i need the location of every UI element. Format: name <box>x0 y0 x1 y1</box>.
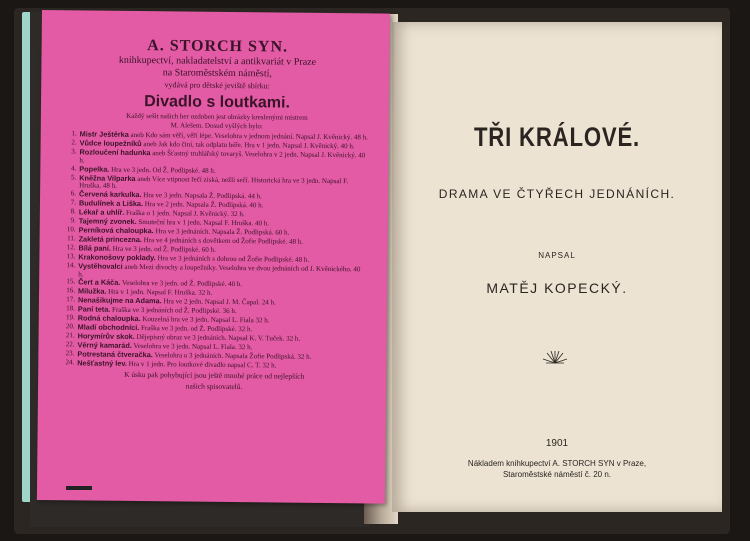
imprint <box>392 458 722 480</box>
item-number: 6. <box>70 189 77 198</box>
item-number: 10. <box>66 225 76 234</box>
item-details: aneb Mezi divochy a loupežníky. Veselohra ve dvou jednáních od J. Kvěnického. 40 h. <box>78 262 361 278</box>
item-details: Fraška ve 3 jedn. od Ž. Podlipské. 32 h. <box>141 323 253 334</box>
item-number: 21. <box>65 331 75 340</box>
intro-line: M. Alešem. Dosud vyšlých bylo: <box>170 120 263 130</box>
item-title: Popelka. <box>79 164 110 174</box>
book-title: TŘI KRÁLOVÉ. <box>473 122 641 152</box>
publisher-line: knihkupectví, nakladatelství a antikvariát v Praze <box>118 54 317 68</box>
item-title: Nenašikujme na Adama. <box>77 295 162 306</box>
item-title: Vůdce loupežníků <box>79 138 142 148</box>
imprint-line: Staroměstské náměstí č. 20 n. <box>502 470 612 479</box>
item-details: aneb Více vtipnost řečí získá, nežli sečí. Historická hra ve 3 jedn. Napsal F. Hruška. 48 h. <box>79 174 349 191</box>
item-details: aneb Jak kdo činí, tak odplatu béře. Hra v 1 jedn. Napsal J. Kvěnický. 40 h. <box>143 139 355 151</box>
item-title: Kněžna Vilparka <box>79 172 136 183</box>
publisher-line: vydává pro dětské jeviště sbírku: <box>164 80 270 91</box>
item-title: Rozloučení hadunka <box>79 147 151 157</box>
item-number: 2. <box>71 138 77 147</box>
item-details: Hra ve 4 jednáních s dovětkem od Žofie Podlipské. 48 h. <box>143 235 304 246</box>
item-number: 14. <box>66 260 76 269</box>
item-number: 12. <box>66 243 76 252</box>
title-list <box>62 130 368 371</box>
item-number: 16. <box>66 286 76 295</box>
intro-line: Každý sešit našich her ozdoben jest obrázky kreslenými mistrem <box>126 111 308 122</box>
item-number: 5. <box>70 172 77 181</box>
item-title: Věrný kamarád. <box>77 340 132 350</box>
note-line: K úsku pak pohybující jsou ještě mnohé práce od nejlepších <box>124 370 305 382</box>
sunburst-ornament-icon <box>542 349 568 365</box>
item-details: Veselohra ve 3 jedn. od Ž. Podlipské. 40 h. <box>121 279 243 289</box>
item-details: Dějepisný obraz ve 3 jednáních. Napsal K. V. Tuček. 32 h. <box>136 332 301 343</box>
series-heading: Divadlo s loutkami. <box>144 93 291 112</box>
item-details: Hra ve 3 jedn. Napsala Ž. Podlipská. 44 h. <box>143 191 262 201</box>
item-number: 13. <box>66 251 76 261</box>
item-details: Hra v 1 jedn. Pro loutkové divadlo napsal C. T. 32 h. <box>128 359 277 370</box>
item-title: Bílá paní. <box>78 243 111 253</box>
item-details: Veselohra ve 3 jedn. Napsal L. Fiala. 32 h. <box>133 341 253 351</box>
item-number: 15. <box>66 277 76 286</box>
item-title: Lékař a uhlíř. <box>78 207 125 218</box>
tape-mark <box>66 486 92 490</box>
item-details: Hra ve 3 jednáních. Napsala Ž. Podlipská. 60 h. <box>155 227 290 237</box>
list-item <box>62 359 366 371</box>
publisher-name: A. STORCH SYN. <box>147 37 289 56</box>
item-number: 24. <box>65 357 75 366</box>
item-number: 23. <box>65 348 75 358</box>
item-title: Vystěhovalci <box>78 260 123 271</box>
item-title: Nešťastný lev. <box>77 357 127 368</box>
item-number: 1. <box>71 129 77 138</box>
item-title: Zakletá princezna. <box>78 234 142 244</box>
item-title: Krakonošovy poklady. <box>78 252 156 262</box>
item-title: Mladí obchodníci. <box>77 322 140 332</box>
item-details: Kouzelná hra ve 3 jedn. Napsal L. Fiala 32 h. <box>142 315 270 325</box>
item-details: Hra ve 2 jedn. Napsal J. M. Čapal. 24 h. <box>163 297 276 307</box>
item-details: Hra v 1 jedn. Napsal F. Hruška. 32 h. <box>108 288 213 298</box>
item-number: 17. <box>66 295 76 304</box>
item-number: 20. <box>65 322 75 331</box>
item-details: Hra ve 3 jedn. od Ž. Podlipské. 60 h. <box>112 244 216 254</box>
item-details: aneb Šťastný truhlářský tovaryš. Veselohra v 2 jedn. Napsal J. Kvěnický. 40 h. <box>79 148 366 165</box>
item-details: Hra ve 3 jednáních s dohrou od Žofie Podlipské. 48 h. <box>157 253 310 264</box>
item-number: 3. <box>71 147 77 156</box>
item-details: Fraška o 1 jedn. Napsal J. Kvěnický. 32 h. <box>126 209 245 219</box>
item-number: 22. <box>65 340 75 349</box>
item-title: Milužka. <box>78 286 107 297</box>
item-number: 11. <box>67 234 76 243</box>
item-number: 8. <box>70 207 76 216</box>
item-title: Červená karkulka. <box>79 189 142 200</box>
advertisement-card <box>37 10 390 504</box>
imprint-line: Nákladem knihkupectví A. STORCH SYN v Praze, <box>467 459 647 468</box>
item-number: 4. <box>71 163 77 172</box>
item-details: Veselohra o 3 jednáních. Napsala Žofie Podlipská. 32 h. <box>154 350 312 361</box>
item-title: Paní teta. <box>77 304 111 314</box>
item-number: 18. <box>66 304 75 313</box>
item-details: Smuteční hra v 1 jedn. Napsal F. Hruška. 40 h. <box>138 218 270 228</box>
author-label: NAPSAL <box>538 251 576 260</box>
item-details: aneb Kdo sám věří, věří lépe. Veselohra v jednom jednání. Napsal J. Kvěnický. 48 h. <box>130 130 368 142</box>
book-subtitle: DRAMA VE ČTYŘECH JEDNÁNÍCH. <box>438 187 676 201</box>
note-line: našich spisovatelů. <box>185 381 243 392</box>
item-details: Hra ve 2 jedn. Napsala Ž. Podlipská. 40 h. <box>144 200 264 210</box>
item-title: Rodná chaloupka. <box>77 313 141 324</box>
item-title: Horymírův skok. <box>77 331 135 341</box>
item-details: Fraška ve 3 jednáních od Ž. Podlipské. 36 h. <box>112 305 237 316</box>
publisher-line: na Staroměstském náměstí, <box>162 67 272 80</box>
item-number: 19. <box>65 313 75 322</box>
item-title: Potrestaná čtveračka. <box>77 349 153 359</box>
item-title: Mistr Ještěrka <box>79 129 129 139</box>
item-title: Budulínek a Liška. <box>78 198 144 209</box>
item-number: 9. <box>70 216 76 225</box>
item-number: 7. <box>70 198 77 207</box>
title-page <box>392 22 722 512</box>
author-name: MATĚJ KOPECKÝ. <box>486 280 628 296</box>
publication-year: 1901 <box>545 438 569 449</box>
item-title: Perníková chaloupka. <box>78 225 154 236</box>
item-title: Tajemný zvonek. <box>78 216 137 227</box>
item-text <box>77 359 366 371</box>
item-details: Hra ve 3 jedn. Od Ž. Podlipské. 48 h. <box>111 165 216 175</box>
item-title: Čert a Káča. <box>78 277 121 288</box>
